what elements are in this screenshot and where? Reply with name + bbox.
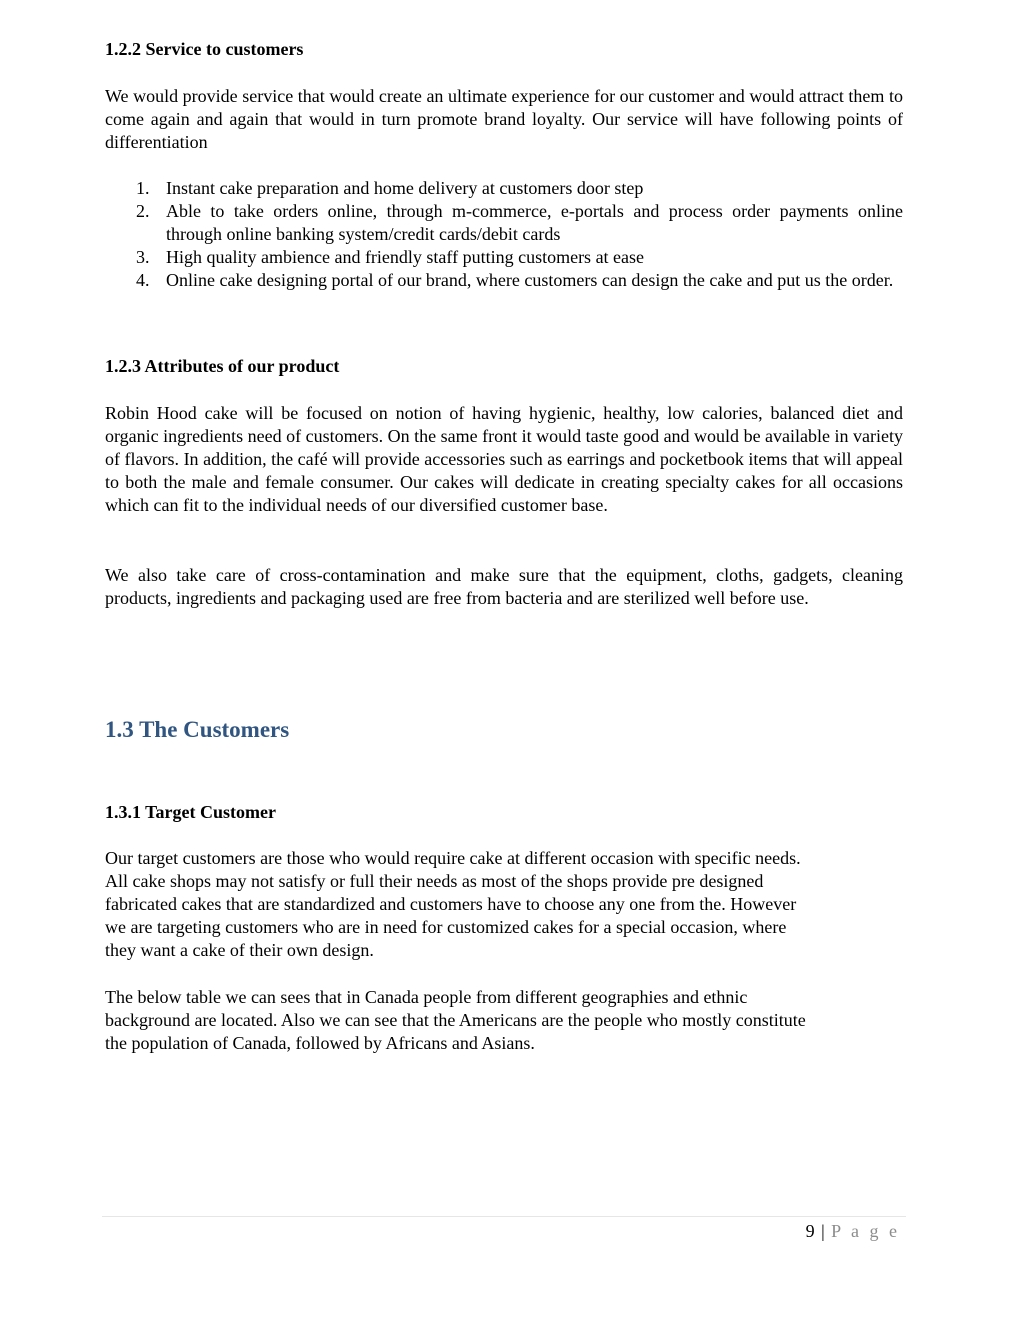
text-line: the population of Canada, followed by Africans and Asians. <box>105 1033 535 1054</box>
list-number: 4. <box>136 270 150 291</box>
target-customer-paragraph-2 <box>105 986 903 1055</box>
list-item <box>105 177 903 200</box>
text-line: All cake shops may not satisfy or full their needs as most of the shops provide pre designed <box>105 871 764 892</box>
list-number: 2. <box>136 201 150 222</box>
list-item-text: Able to take orders online, through m-commerce, e-portals and process order payments online through online banking system/credit cards/debit cards <box>166 201 903 245</box>
list-item <box>105 200 903 246</box>
text-line: fabricated cakes that are standardized and customers have to choose any one from the. However <box>105 894 797 915</box>
list-number: 1. <box>136 178 150 198</box>
footer-separator: | <box>821 1221 825 1241</box>
text-line: Our target customers are those who would require cake at different occasion with specific needs. <box>105 848 801 868</box>
page-label: P a g e <box>831 1221 900 1241</box>
page-footer <box>806 1219 900 1243</box>
list-item-text: High quality ambience and friendly staff putting customers at ease <box>166 247 645 268</box>
list-item-text: Instant cake preparation and home delivery at customers door step <box>166 178 644 198</box>
list-item <box>105 246 903 269</box>
text-line: The below table we can sees that in Canada people from different geographies and ethnic <box>105 987 748 1007</box>
footer-divider <box>102 1216 906 1217</box>
attributes-paragraph-2: We also take care of cross-contamination and make sure that the equipment, cloths, gadgets, cleaning products, ingredients and packaging used are free from bacteria and are sterilized well before use. <box>105 565 903 609</box>
section-heading-attributes: 1.2.3 Attributes of our product <box>105 356 340 376</box>
list-number: 3. <box>136 247 150 268</box>
section-heading-target-customer: 1.3.1 Target Customer <box>105 802 276 822</box>
text-line: they want a cake of their own design. <box>105 940 374 961</box>
page-number: 9 <box>805 1221 815 1241</box>
section-heading-service: 1.2.2 Service to customers <box>105 39 304 59</box>
target-customer-paragraph-1 <box>105 847 903 962</box>
service-intro-paragraph: We would provide service that would create an ultimate experience for our customer and would attract them to come again and again that would in turn promote brand loyalty. Our service will have following points of differentiation <box>105 86 903 153</box>
text-line: we are targeting customers who are in need for customized cakes for a special occasion, where <box>105 917 787 938</box>
text-line: background are located. Also we can see that the Americans are the people who mostly constitute <box>105 1010 806 1031</box>
attributes-paragraph-1: Robin Hood cake will be focused on notion of having hygienic, healthy, low calories, balanced diet and organic ingredients need of customers. On the same front it would taste good and would be available in variety of flavors. In addition, the café will provide accessories such as earrings and pocketbook items that will appeal to both the male and female consumer. Our cakes will dedicate in creating specialty cakes for all occasions which can fit to the individual needs of our diversified customer base. <box>105 403 903 516</box>
list-item <box>105 269 903 292</box>
list-item-text: Online cake designing portal of our brand, where customers can design the cake and put us the order. <box>166 270 894 291</box>
section-heading-customers: 1.3 The Customers <box>105 717 290 742</box>
service-differentiation-list <box>105 177 903 292</box>
